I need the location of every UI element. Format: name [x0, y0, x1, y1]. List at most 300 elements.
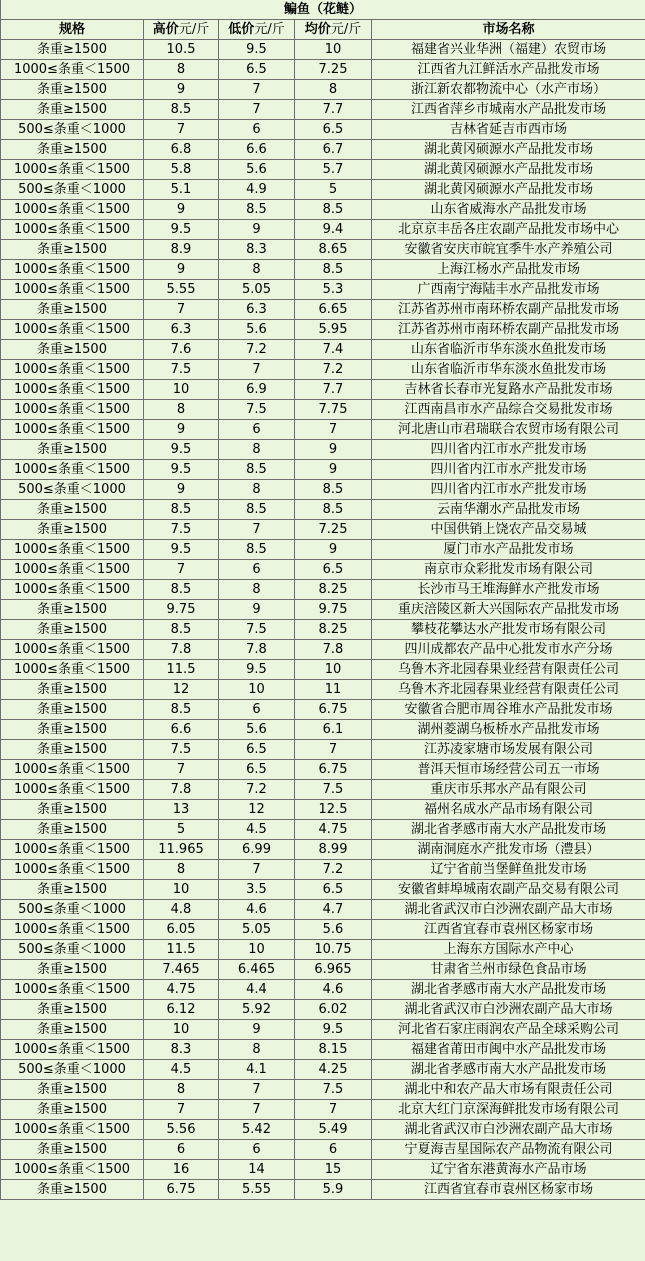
table-row [1, 600, 645, 620]
cell-low-price: 5.55 [219, 1180, 295, 1200]
cell-low-price: 4.4 [219, 980, 295, 1000]
table-row [1, 320, 645, 340]
table-row [1, 1020, 645, 1040]
table-row [1, 800, 645, 820]
header-row [1, 20, 645, 40]
cell-spec: 1000≤条重＜1500 [1, 560, 144, 580]
cell-spec: 条重≥1500 [1, 1020, 144, 1040]
table-row [1, 1040, 645, 1060]
cell-market: 重庆涪陵区新大兴国际农产品批发市场 [372, 600, 645, 620]
cell-spec: 条重≥1500 [1, 520, 144, 540]
table-row [1, 1120, 645, 1140]
table-row [1, 440, 645, 460]
cell-market: 湖北中和农产品大市场有限责任公司 [372, 1080, 645, 1100]
cell-spec: 1000≤条重＜1500 [1, 580, 144, 600]
header-market: 市场名称 [372, 20, 645, 40]
cell-avg-price: 6.02 [295, 1000, 372, 1020]
cell-market: 安徽省蚌埠城南农副产品交易有限公司 [372, 880, 645, 900]
cell-spec: 条重≥1500 [1, 1100, 144, 1120]
table-row [1, 80, 645, 100]
cell-avg-price: 6.75 [295, 760, 372, 780]
cell-avg-price: 4.7 [295, 900, 372, 920]
cell-low-price: 8 [219, 580, 295, 600]
cell-spec: 1000≤条重＜1500 [1, 460, 144, 480]
header-high-price [144, 20, 219, 40]
header-avg-price [295, 20, 372, 40]
cell-spec: 条重≥1500 [1, 340, 144, 360]
cell-high-price: 7.5 [144, 520, 219, 540]
cell-market: 普洱天恒市场经营公司五一市场 [372, 760, 645, 780]
cell-market: 福州名成水产品市场有限公司 [372, 800, 645, 820]
cell-avg-price: 8.5 [295, 260, 372, 280]
cell-high-price: 9 [144, 80, 219, 100]
cell-low-price: 6.5 [219, 740, 295, 760]
cell-low-price: 7.5 [219, 400, 295, 420]
cell-avg-price: 7.2 [295, 360, 372, 380]
cell-high-price: 4.5 [144, 1060, 219, 1080]
cell-low-price: 9.5 [219, 660, 295, 680]
table-row [1, 220, 645, 240]
cell-spec: 条重≥1500 [1, 1140, 144, 1160]
cell-avg-price: 7.8 [295, 640, 372, 660]
cell-avg-price: 8.65 [295, 240, 372, 260]
cell-avg-price: 9 [295, 540, 372, 560]
cell-low-price: 8 [219, 440, 295, 460]
table-row [1, 920, 645, 940]
cell-low-price: 7.8 [219, 640, 295, 660]
cell-high-price: 5.55 [144, 280, 219, 300]
cell-low-price: 10 [219, 940, 295, 960]
cell-market: 宁夏海吉星国际农产品物流有限公司 [372, 1140, 645, 1160]
cell-market: 湖州菱湖乌板桥水产品批发市场 [372, 720, 645, 740]
cell-avg-price: 6.7 [295, 140, 372, 160]
cell-high-price: 11.5 [144, 940, 219, 960]
cell-spec: 条重≥1500 [1, 680, 144, 700]
cell-spec: 500≤条重＜1000 [1, 1060, 144, 1080]
cell-market: 重庆市乐邦水产品有限公司 [372, 780, 645, 800]
cell-market: 湖北黄冈硕源水产品批发市场 [372, 160, 645, 180]
cell-avg-price: 15 [295, 1160, 372, 1180]
cell-spec: 条重≥1500 [1, 140, 144, 160]
cell-market: 南京市众彩批发市场有限公司 [372, 560, 645, 580]
cell-high-price: 6.3 [144, 320, 219, 340]
cell-avg-price: 9 [295, 440, 372, 460]
cell-low-price: 9 [219, 600, 295, 620]
cell-low-price: 6.5 [219, 760, 295, 780]
cell-high-price: 7.8 [144, 640, 219, 660]
table-row [1, 880, 645, 900]
table-row [1, 60, 645, 80]
cell-low-price: 4.6 [219, 900, 295, 920]
table-row [1, 980, 645, 1000]
cell-spec: 条重≥1500 [1, 960, 144, 980]
cell-spec: 1000≤条重＜1500 [1, 160, 144, 180]
cell-high-price: 7.5 [144, 740, 219, 760]
table-row [1, 960, 645, 980]
cell-avg-price: 6.1 [295, 720, 372, 740]
cell-low-price: 8.5 [219, 540, 295, 560]
cell-high-price: 9.5 [144, 460, 219, 480]
table-row [1, 240, 645, 260]
cell-high-price: 8.5 [144, 620, 219, 640]
cell-spec: 1000≤条重＜1500 [1, 920, 144, 940]
table-row [1, 760, 645, 780]
cell-low-price: 5.92 [219, 1000, 295, 1020]
header-low-price-unit: 元/斤 [254, 22, 285, 37]
cell-spec: 1000≤条重＜1500 [1, 660, 144, 680]
table-row [1, 460, 645, 480]
table-row [1, 260, 645, 280]
cell-avg-price: 4.25 [295, 1060, 372, 1080]
cell-avg-price: 12.5 [295, 800, 372, 820]
cell-market: 江西省宜春市袁州区杨家市场 [372, 1180, 645, 1200]
cell-high-price: 6.8 [144, 140, 219, 160]
cell-spec: 1000≤条重＜1500 [1, 1160, 144, 1180]
cell-market: 乌鲁木齐北园春果业经营有限责任公司 [372, 660, 645, 680]
cell-low-price: 5.6 [219, 320, 295, 340]
cell-high-price: 6.05 [144, 920, 219, 940]
table-row [1, 680, 645, 700]
cell-market: 厦门市水产品批发市场 [372, 540, 645, 560]
cell-spec: 条重≥1500 [1, 700, 144, 720]
cell-market: 江西省九江鲜活水产品批发市场 [372, 60, 645, 80]
cell-high-price: 7.465 [144, 960, 219, 980]
header-low-price-label: 低价 [228, 22, 255, 37]
cell-market: 江苏省苏州市南环桥农副产品批发市场 [372, 320, 645, 340]
cell-low-price: 7.5 [219, 620, 295, 640]
cell-spec: 条重≥1500 [1, 740, 144, 760]
cell-high-price: 8 [144, 1080, 219, 1100]
cell-low-price: 5.42 [219, 1120, 295, 1140]
cell-market: 安徽省安庆市皖宜季牛水产养殖公司 [372, 240, 645, 260]
cell-avg-price: 4.6 [295, 980, 372, 1000]
cell-market: 湖北省武汉市白沙洲农副产品大市场 [372, 900, 645, 920]
cell-avg-price: 7 [295, 1100, 372, 1120]
table-row [1, 360, 645, 380]
table-row [1, 480, 645, 500]
cell-spec: 500≤条重＜1000 [1, 180, 144, 200]
cell-market: 山东省临沂市华东淡水鱼批发市场 [372, 340, 645, 360]
cell-avg-price: 8 [295, 80, 372, 100]
cell-high-price: 7.6 [144, 340, 219, 360]
table-row [1, 160, 645, 180]
table-row [1, 1140, 645, 1160]
cell-market: 四川省内江市水产批发市场 [372, 460, 645, 480]
cell-low-price: 8 [219, 1040, 295, 1060]
cell-low-price: 6.99 [219, 840, 295, 860]
cell-low-price: 9 [219, 220, 295, 240]
cell-low-price: 6.465 [219, 960, 295, 980]
cell-market: 四川省内江市水产批发市场 [372, 440, 645, 460]
cell-avg-price: 6.5 [295, 880, 372, 900]
header-high-price-unit: 元/斤 [178, 22, 210, 37]
cell-avg-price: 10.75 [295, 940, 372, 960]
cell-high-price: 8 [144, 60, 219, 80]
cell-high-price: 8.5 [144, 100, 219, 120]
cell-spec: 条重≥1500 [1, 620, 144, 640]
cell-high-price: 10 [144, 1020, 219, 1040]
cell-spec: 1000≤条重＜1500 [1, 420, 144, 440]
cell-low-price: 8.5 [219, 500, 295, 520]
cell-high-price: 8.5 [144, 700, 219, 720]
cell-high-price: 8.3 [144, 1040, 219, 1060]
cell-avg-price: 6 [295, 1140, 372, 1160]
cell-spec: 条重≥1500 [1, 720, 144, 740]
cell-spec: 条重≥1500 [1, 100, 144, 120]
header-low-price [219, 20, 295, 40]
cell-low-price: 6.6 [219, 140, 295, 160]
cell-high-price: 7 [144, 120, 219, 140]
table-row [1, 420, 645, 440]
cell-spec: 1000≤条重＜1500 [1, 540, 144, 560]
cell-avg-price: 6.965 [295, 960, 372, 980]
cell-low-price: 6 [219, 420, 295, 440]
cell-low-price: 9 [219, 1020, 295, 1040]
cell-low-price: 7 [219, 80, 295, 100]
cell-market: 四川成都农产品中心批发市水产分场 [372, 640, 645, 660]
cell-avg-price: 10 [295, 40, 372, 60]
cell-avg-price: 9 [295, 460, 372, 480]
cell-spec: 1000≤条重＜1500 [1, 320, 144, 340]
cell-market: 北京大红门京深海鲜批发市场有限公司 [372, 1100, 645, 1120]
table-row [1, 400, 645, 420]
cell-market: 福建省兴业华洲（福建）农贸市场 [372, 40, 645, 60]
cell-high-price: 13 [144, 800, 219, 820]
table-row [1, 180, 645, 200]
cell-avg-price: 9.5 [295, 1020, 372, 1040]
cell-low-price: 5.05 [219, 920, 295, 940]
cell-avg-price: 5.6 [295, 920, 372, 940]
table-title: 鳊鱼（花鲢） [1, 0, 645, 20]
cell-low-price: 8 [219, 480, 295, 500]
cell-low-price: 6 [219, 560, 295, 580]
cell-avg-price: 4.75 [295, 820, 372, 840]
cell-market: 湖北省孝感市南大水产品批发市场 [372, 980, 645, 1000]
cell-avg-price: 10 [295, 660, 372, 680]
cell-high-price: 8.5 [144, 580, 219, 600]
cell-market: 江西南昌市水产品综合交易批发市场 [372, 400, 645, 420]
cell-spec: 条重≥1500 [1, 40, 144, 60]
cell-avg-price: 7.4 [295, 340, 372, 360]
table-row [1, 940, 645, 960]
cell-avg-price: 8.5 [295, 200, 372, 220]
table-row [1, 860, 645, 880]
cell-spec: 条重≥1500 [1, 500, 144, 520]
table-row [1, 140, 645, 160]
cell-market: 福建省莆田市闽中水产品批发市场 [372, 1040, 645, 1060]
cell-spec: 500≤条重＜1000 [1, 940, 144, 960]
cell-high-price: 5.1 [144, 180, 219, 200]
cell-low-price: 5.05 [219, 280, 295, 300]
header-avg-price-label: 均价 [304, 22, 331, 37]
cell-high-price: 8.5 [144, 500, 219, 520]
cell-high-price: 8 [144, 860, 219, 880]
cell-market: 甘肃省兰州市绿色食品市场 [372, 960, 645, 980]
cell-market: 湖北黄冈硕源水产品批发市场 [372, 180, 645, 200]
cell-avg-price: 7 [295, 420, 372, 440]
cell-high-price: 5.8 [144, 160, 219, 180]
cell-low-price: 6 [219, 700, 295, 720]
table-row [1, 660, 645, 680]
cell-market: 江西省萍乡市城南水产品批发市场 [372, 100, 645, 120]
cell-low-price: 7 [219, 1100, 295, 1120]
cell-market: 四川省内江市水产批发市场 [372, 480, 645, 500]
table-row [1, 640, 645, 660]
cell-market: 辽宁省东港黄海水产品市场 [372, 1160, 645, 1180]
cell-high-price: 6 [144, 1140, 219, 1160]
table-row [1, 1000, 645, 1020]
table-row [1, 340, 645, 360]
cell-avg-price: 5.9 [295, 1180, 372, 1200]
table-row [1, 820, 645, 840]
cell-avg-price: 5.49 [295, 1120, 372, 1140]
cell-high-price: 16 [144, 1160, 219, 1180]
cell-avg-price: 8.15 [295, 1040, 372, 1060]
cell-market: 山东省临沂市华东淡水鱼批发市场 [372, 360, 645, 380]
cell-high-price: 7 [144, 300, 219, 320]
cell-avg-price: 7.5 [295, 1080, 372, 1100]
cell-high-price: 10.5 [144, 40, 219, 60]
cell-market: 长沙市马王堆海鲜水产批发市场 [372, 580, 645, 600]
cell-avg-price: 8.25 [295, 580, 372, 600]
cell-spec: 500≤条重＜1000 [1, 120, 144, 140]
cell-high-price: 6.75 [144, 1180, 219, 1200]
table-row [1, 1060, 645, 1080]
cell-spec: 1000≤条重＜1500 [1, 200, 144, 220]
cell-high-price: 5 [144, 820, 219, 840]
cell-spec: 条重≥1500 [1, 880, 144, 900]
cell-market: 湖北省武汉市白沙洲农副产品大市场 [372, 1120, 645, 1140]
cell-high-price: 7 [144, 1100, 219, 1120]
header-high-price-label: 高价 [152, 22, 179, 37]
table-row [1, 580, 645, 600]
cell-low-price: 7.2 [219, 780, 295, 800]
cell-low-price: 6.5 [219, 60, 295, 80]
cell-market: 吉林省长春市光复路水产品批发市场 [372, 380, 645, 400]
table-row [1, 520, 645, 540]
cell-market: 中国供销上饶农产品交易城 [372, 520, 645, 540]
cell-spec: 1000≤条重＜1500 [1, 360, 144, 380]
cell-spec: 1000≤条重＜1500 [1, 60, 144, 80]
cell-spec: 1000≤条重＜1500 [1, 760, 144, 780]
cell-low-price: 4.9 [219, 180, 295, 200]
cell-market: 湖南洞庭水产批发市场（澧县） [372, 840, 645, 860]
cell-low-price: 7 [219, 520, 295, 540]
cell-high-price: 9 [144, 480, 219, 500]
cell-market: 湖北黄冈硕源水产品批发市场 [372, 140, 645, 160]
cell-market: 河北唐山市君瑞联合农贸市场有限公司 [372, 420, 645, 440]
cell-market: 上海江杨水产品批发市场 [372, 260, 645, 280]
cell-spec: 条重≥1500 [1, 1180, 144, 1200]
cell-market: 云南华潮水产品批发市场 [372, 500, 645, 520]
cell-low-price: 8.5 [219, 200, 295, 220]
cell-high-price: 7.8 [144, 780, 219, 800]
cell-avg-price: 5 [295, 180, 372, 200]
cell-high-price: 6.12 [144, 1000, 219, 1020]
cell-spec: 条重≥1500 [1, 820, 144, 840]
cell-market: 攀枝花攀达水产批发市场有限公司 [372, 620, 645, 640]
cell-spec: 1000≤条重＜1500 [1, 280, 144, 300]
cell-high-price: 6.6 [144, 720, 219, 740]
cell-avg-price: 9.75 [295, 600, 372, 620]
cell-spec: 1000≤条重＜1500 [1, 640, 144, 660]
table-body [1, 40, 645, 1200]
cell-market: 辽宁省前当堡鲜鱼批发市场 [372, 860, 645, 880]
cell-avg-price: 8.5 [295, 500, 372, 520]
cell-market: 江苏省苏州市南环桥农副产品批发市场 [372, 300, 645, 320]
cell-avg-price: 7.2 [295, 860, 372, 880]
cell-spec: 条重≥1500 [1, 300, 144, 320]
cell-market: 山东省威海水产品批发市场 [372, 200, 645, 220]
cell-avg-price: 5.3 [295, 280, 372, 300]
cell-spec: 1000≤条重＜1500 [1, 380, 144, 400]
cell-spec: 条重≥1500 [1, 800, 144, 820]
cell-low-price: 7.2 [219, 340, 295, 360]
cell-high-price: 11.965 [144, 840, 219, 860]
cell-avg-price: 7.25 [295, 60, 372, 80]
cell-market: 江西省宜春市袁州区杨家市场 [372, 920, 645, 940]
cell-low-price: 8 [219, 260, 295, 280]
cell-avg-price: 6.5 [295, 560, 372, 580]
cell-low-price: 4.5 [219, 820, 295, 840]
cell-avg-price: 7.7 [295, 100, 372, 120]
cell-low-price: 5.6 [219, 160, 295, 180]
cell-low-price: 14 [219, 1160, 295, 1180]
cell-spec: 1000≤条重＜1500 [1, 980, 144, 1000]
cell-high-price: 9.5 [144, 440, 219, 460]
table-row [1, 200, 645, 220]
cell-high-price: 9 [144, 260, 219, 280]
cell-spec: 条重≥1500 [1, 80, 144, 100]
cell-avg-price: 7.5 [295, 780, 372, 800]
cell-spec: 条重≥1500 [1, 440, 144, 460]
table-row [1, 120, 645, 140]
cell-market: 安徽省合肥市周谷堆水产品批发市场 [372, 700, 645, 720]
cell-low-price: 5.6 [219, 720, 295, 740]
cell-high-price: 5.56 [144, 1120, 219, 1140]
cell-spec: 条重≥1500 [1, 600, 144, 620]
table-row [1, 300, 645, 320]
cell-low-price: 6 [219, 120, 295, 140]
cell-high-price: 10 [144, 880, 219, 900]
cell-low-price: 6.3 [219, 300, 295, 320]
cell-high-price: 10 [144, 380, 219, 400]
cell-low-price: 7 [219, 100, 295, 120]
cell-spec: 1000≤条重＜1500 [1, 1120, 144, 1140]
cell-avg-price: 8.5 [295, 480, 372, 500]
cell-market: 北京京丰岳各庄农副产品批发市场中心 [372, 220, 645, 240]
cell-high-price: 4.8 [144, 900, 219, 920]
cell-high-price: 12 [144, 680, 219, 700]
cell-spec: 1000≤条重＜1500 [1, 260, 144, 280]
cell-avg-price: 8.99 [295, 840, 372, 860]
cell-low-price: 7 [219, 1080, 295, 1100]
cell-high-price: 7 [144, 560, 219, 580]
table-row [1, 780, 645, 800]
cell-low-price: 10 [219, 680, 295, 700]
cell-low-price: 7 [219, 360, 295, 380]
cell-market: 江苏凌家塘市场发展有限公司 [372, 740, 645, 760]
table-row [1, 40, 645, 60]
cell-low-price: 4.1 [219, 1060, 295, 1080]
cell-spec: 1000≤条重＜1500 [1, 400, 144, 420]
cell-low-price: 8.5 [219, 460, 295, 480]
cell-avg-price: 9.4 [295, 220, 372, 240]
cell-high-price: 9.5 [144, 220, 219, 240]
cell-avg-price: 7.25 [295, 520, 372, 540]
cell-avg-price: 8.25 [295, 620, 372, 640]
cell-market: 上海东方国际水产中心 [372, 940, 645, 960]
